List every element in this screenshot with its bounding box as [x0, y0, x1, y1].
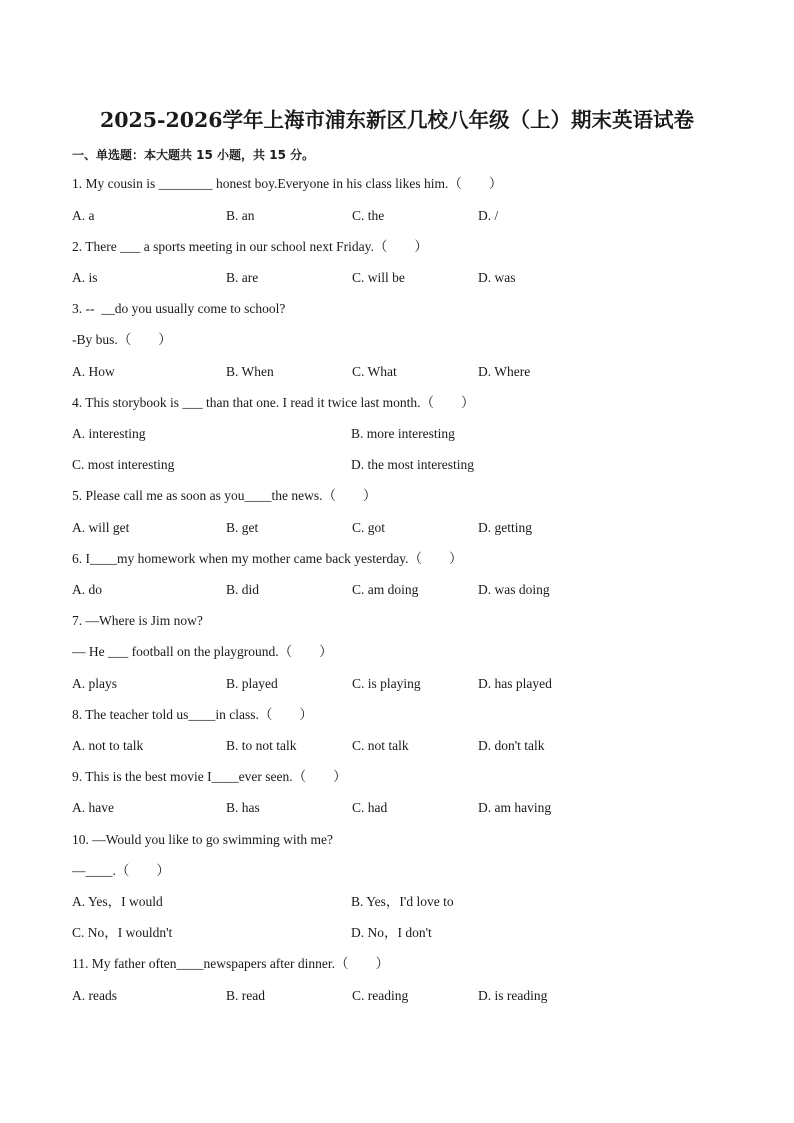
question-2-option-b: B. are	[226, 270, 259, 285]
question-11-stem: 11. My father often____newspapers after dinner.（ ）	[72, 956, 390, 971]
question-2-option-d: D. was	[478, 270, 516, 285]
question-8-option-c: C. not talk	[352, 738, 409, 753]
question-3-option-d: D. Where	[478, 364, 531, 379]
question-6-option-c: C. am doing	[352, 582, 419, 597]
question-1-option-a: A. a	[72, 208, 95, 223]
question-1-option-b: B. an	[226, 208, 255, 223]
question-8-option-b: B. to not talk	[226, 738, 297, 753]
question-1-option-d: D. /	[478, 208, 499, 223]
section-heading: 一、单选题：本大题共 15 小题，共 15 分。	[72, 148, 315, 162]
question-2-option-a: A. is	[72, 270, 98, 285]
question-10-option-b: B. Yes，I'd love to	[351, 894, 454, 909]
question-1-option-c: C. the	[352, 208, 385, 223]
question-5-stem: 5. Please call me as soon as you____the news.（ ）	[72, 488, 377, 503]
question-8-stem: 8. The teacher told us____in class.（ ）	[72, 707, 313, 722]
question-10-stem: 10. —Would you like to go swimming with me?	[72, 832, 334, 847]
question-6-option-b: B. did	[226, 582, 260, 597]
question-7-stem-line-2: — He ___ football on the playground.（ ）	[72, 644, 333, 659]
question-9-option-c: C. had	[352, 800, 388, 815]
question-10-option-d: D. No，I don't	[351, 925, 432, 940]
question-9-option-b: B. has	[226, 800, 260, 815]
question-7-option-b: B. played	[226, 676, 278, 691]
question-8-option-d: D. don't talk	[478, 738, 545, 753]
question-7-option-c: C. is playing	[352, 676, 421, 691]
question-2-stem: 2. There ___ a sports meeting in our school next Friday.（ ）	[72, 239, 428, 254]
question-6-stem: 6. I____my homework when my mother came back yesterday.（ ）	[72, 551, 463, 566]
question-3-stem: 3. -- __do you usually come to school?	[72, 301, 286, 316]
question-6-option-d: D. was doing	[478, 582, 550, 597]
question-9-stem: 9. This is the best movie I____ever seen.（ ）	[72, 769, 347, 784]
question-5-option-b: B. get	[226, 520, 259, 535]
question-4-option-d: D. the most interesting	[351, 457, 474, 472]
question-9-option-a: A. have	[72, 800, 114, 815]
question-5-option-d: D. getting	[478, 520, 532, 535]
question-11-option-d: D. is reading	[478, 988, 548, 1003]
question-5-option-a: A. will get	[72, 520, 130, 535]
question-1-stem: 1. My cousin is ________ honest boy.Everyone in his class likes him.（ ）	[72, 176, 503, 191]
question-7-option-a: A. plays	[72, 676, 117, 691]
question-3-option-a: A. How	[72, 364, 115, 379]
question-4-option-c: C. most interesting	[72, 457, 175, 472]
question-5-option-c: C. got	[352, 520, 386, 535]
question-11-option-c: C. reading	[352, 988, 409, 1003]
question-4-option-b: B. more interesting	[351, 426, 455, 441]
question-4-stem: 4. This storybook is ___ than that one. I read it twice last month.（ ）	[72, 395, 475, 410]
question-10-option-c: C. No，I wouldn't	[72, 925, 173, 940]
question-3-stem-line-2: -By bus.（ ）	[72, 332, 172, 347]
question-10-option-a: A. Yes，I would	[72, 894, 163, 909]
question-6-option-a: A. do	[72, 582, 102, 597]
question-2-option-c: C. will be	[352, 270, 405, 285]
question-7-stem: 7. —Where is Jim now?	[72, 613, 203, 628]
question-4-option-a: A. interesting	[72, 426, 146, 441]
question-8-option-a: A. not to talk	[72, 738, 144, 753]
question-11-option-a: A. reads	[72, 988, 117, 1003]
question-11-option-b: B. read	[226, 988, 265, 1003]
question-10-stem-line-2: —____.（ ）	[72, 863, 170, 878]
question-3-option-c: C. What	[352, 364, 397, 379]
exam-title: 2025-2026学年上海市浦东新区几校八年级（上）期末英语试卷	[99, 108, 695, 132]
question-3-option-b: B. When	[226, 364, 274, 379]
question-9-option-d: D. am having	[478, 800, 552, 815]
question-7-option-d: D. has played	[478, 676, 552, 691]
